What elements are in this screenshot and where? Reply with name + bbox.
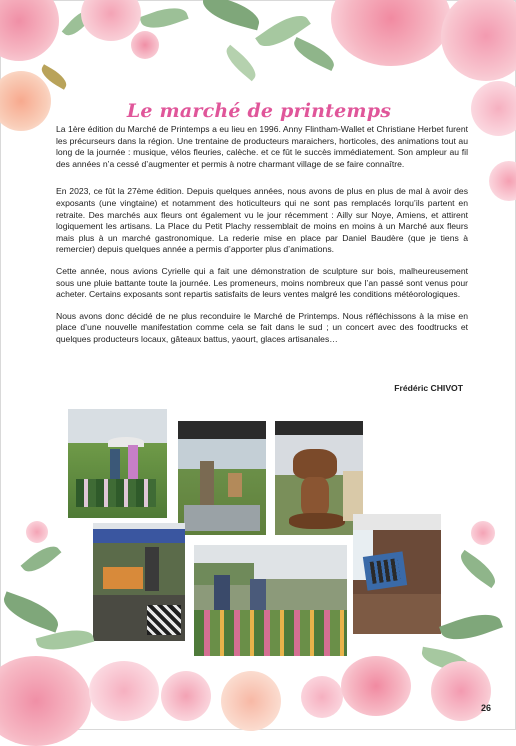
- photo-market-stalls: [93, 523, 185, 641]
- paragraph: Cette année, nous avions Cyrielle qui a fait une démonstration de sculpture sur bois, malheureusement sous une pluie battante toute la journée. Les promeneurs, moins nombreux que l’an passé sont venus pour acheter. Certains exposants sont repartis satisfaits de leurs ventes malgré les conditions météorologiques.: [56, 265, 468, 300]
- paragraph: Nous avons donc décidé de ne plus reconduire le Marché de Printemps. Nous réfléchissons à la mise en place d’une nouvelle manifestation comme cela se fait dans le sud ; un concert avec des foodtrucks et quelques producteurs locaux, gâteaux battus, yaourt, glaces artisanales…: [56, 310, 468, 344]
- article-body: [56, 124, 468, 356]
- photo-plant-sellers: [194, 545, 347, 656]
- paragraph: En 2023, ce fût la 27ème édition. Depuis quelques années, nous avons de plus en plus de mal à avoir des exposants (une vingtaine) et notamment des hoticulteurs qui ne sont pas remplacés lorqu’ils partent en retraite. Des marchés aux fleurs ont également vu le jour récemment : Ailly sur Noye, Amiens, et attirent logiquement les artisans. La Place du Petit Plachy ressemblait de moins en moins à un Marché aux fleurs mais plus à un marché gastronomique. La rederie mise en place par Daniel Baudère (que je tiens à remercier) depuis quelques année a permis d’apporter plus d’animations.: [56, 186, 468, 255]
- photo-wood-sculpture: [275, 421, 363, 535]
- photo-wine-crates: [353, 514, 441, 634]
- photo-flower-stand: [68, 409, 167, 518]
- page-number: 26: [480, 703, 491, 713]
- author-signature: Frédéric CHIVOT: [394, 383, 463, 393]
- photo-woodcarver: [178, 421, 266, 535]
- page-title: Le marché de printemps: [126, 99, 392, 122]
- paragraph: La 1ère édition du Marché de Printemps a eu lieu en 1996. Anny Flintham-Wallet et Christiane Herbet furent les précurseurs dans la région. Une trentaine de producteurs maraichers, horticoles, des animations tout au long de la journée : musique, vélos fleuries, calèche. et ce fût le succès immédiatement. Son ampleur au fil des années n’a cessé d’augmenter et permis à notre charmant village de se faire connaître.: [56, 124, 468, 169]
